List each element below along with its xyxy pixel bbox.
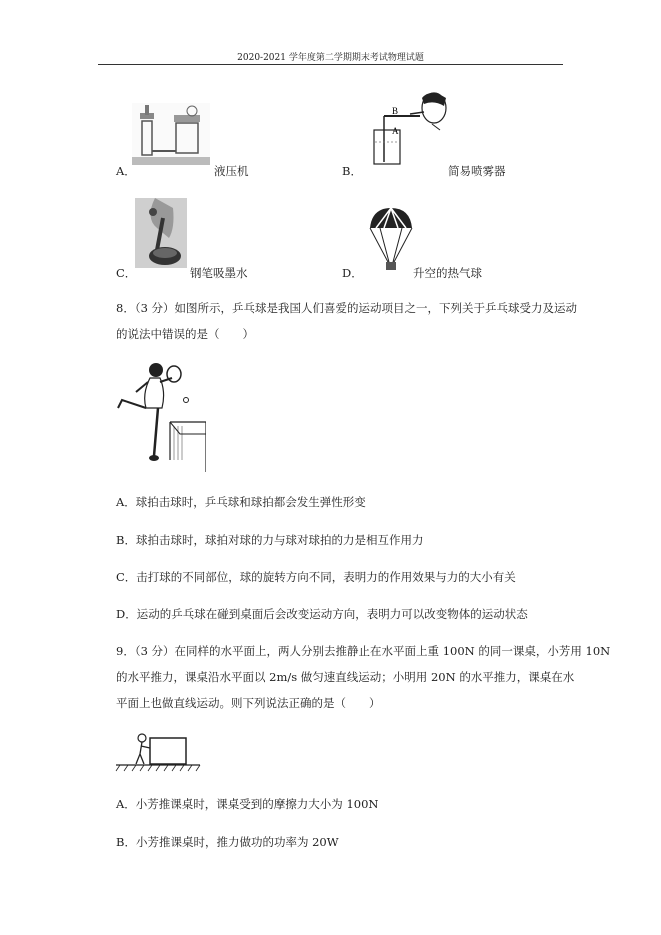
q9-option-a: A．小芳推课桌时，课桌受到的摩擦力大小为 100N [116,797,379,811]
q9-stem-line2: 的水平推力，课桌沿水平面以 2m/s 做匀速直线运动；小明用 20N 的水平推力，课桌在水 [116,670,575,684]
q9-option-b: B．小芳推课桌时，推力做功的功率为 20W [116,835,339,849]
q8-stem-line2: 的说法中错误的是（ ） [116,327,254,341]
q7-option-a-text: 液压机 [214,164,249,178]
q8-option-d: D．运动的乒乓球在碰到桌面后会改变运动方向，表明力可以改变物体的运动状态 [116,607,528,621]
q7-option-b-text: 简易喷雾器 [448,164,506,178]
hot-air-balloon-figure [366,206,416,272]
q9-stem-line3: 平面上也做直线运动。则下列说法正确的是（ ） [116,696,381,710]
hydraulic-press-figure [132,103,210,165]
q7-option-d-letter: D． [342,266,363,280]
table-tennis-player-figure [114,360,206,472]
q7-option-c-text: 钢笔吸墨水 [190,266,248,280]
pushing-desk-figure [114,728,204,774]
page-header: 2020-2021 学年度第二学期期末考试物理试题 [237,53,424,63]
sprayer-label-a: A [392,126,399,136]
q7-option-c-letter: C． [116,266,137,280]
q8-option-a: A．球拍击球时，乒乓球和球拍都会发生弹性形变 [116,495,366,509]
simple-sprayer-figure [370,90,450,168]
q9-stem-line1: 9．（3 分）在同样的水平面上，两人分别去推静止在水平面上重 100N 的同一课桌，小芳用 10N [116,644,611,658]
q8-stem-line1: 8．（3 分）如图所示，乒乓球是我国人们喜爱的运动项目之一，下列关于乒乓球受力及运动 [116,301,578,315]
q7-option-d-text: 升空的热气球 [413,266,482,280]
header-divider [98,64,563,65]
q8-option-b: B．球拍击球时，球拍对球的力与球对球拍的力是相互作用力 [116,533,424,547]
sprayer-label-b: B [392,106,399,116]
q8-option-c: C．击打球的不同部位，球的旋转方向不同，表明力的作用效果与力的大小有关 [116,570,516,584]
q7-option-a-letter: A． [116,164,136,178]
q7-option-b-letter: B． [342,164,362,178]
fountain-pen-figure [135,198,187,268]
